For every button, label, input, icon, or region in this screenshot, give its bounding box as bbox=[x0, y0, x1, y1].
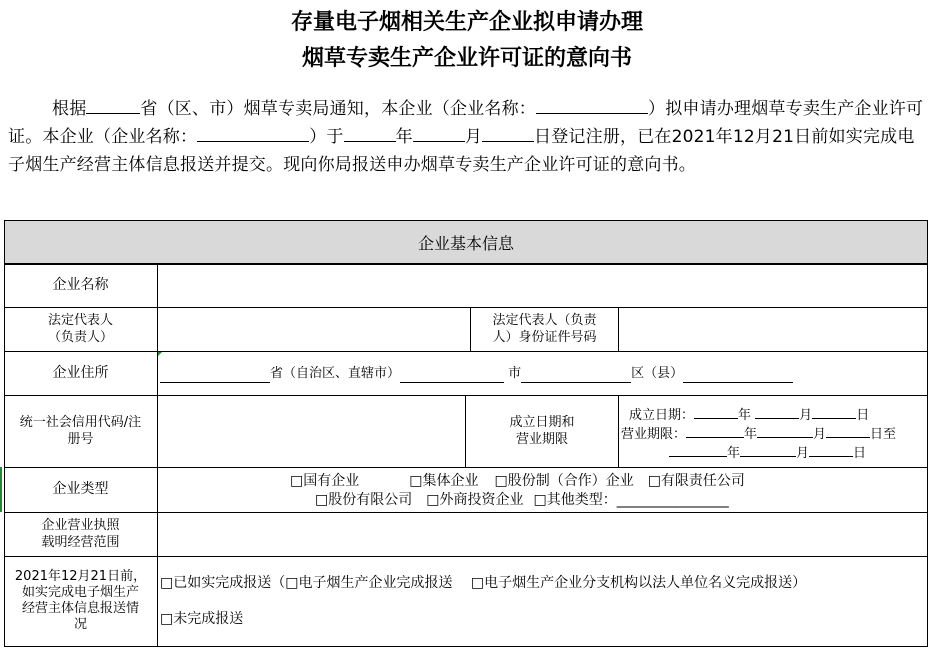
selection-mark bbox=[0, 467, 2, 512]
company-name-blank-2[interactable] bbox=[197, 123, 309, 142]
legal-rep-field[interactable] bbox=[158, 308, 470, 351]
company-name-blank-1[interactable] bbox=[536, 95, 648, 114]
city-blank[interactable] bbox=[400, 364, 504, 383]
month-text: 月 bbox=[813, 427, 827, 442]
street-blank[interactable] bbox=[683, 364, 793, 383]
intro-text-4: ）于 bbox=[309, 127, 344, 147]
page-title-line1: 存量电子烟相关生产企业拟申请办理 bbox=[290, 10, 643, 35]
period-text: 营业期限： bbox=[621, 427, 687, 442]
company-name-field[interactable] bbox=[158, 265, 927, 307]
option-joint-stock-coop[interactable]: □股份制（合作）企业 bbox=[494, 473, 634, 489]
period-end-day-blank[interactable] bbox=[809, 442, 853, 457]
intro-text-6: 月 bbox=[464, 127, 483, 147]
credit-code-label: 统一社会信用代码/注 册号 bbox=[19, 415, 142, 447]
legal-rep-id-field[interactable] bbox=[619, 308, 927, 351]
option-foreign-investment[interactable]: □外商投资企业 bbox=[426, 492, 524, 508]
company-type-label: 企业类型 bbox=[52, 481, 109, 497]
intro-paragraph bbox=[8, 95, 926, 179]
reg-month-blank[interactable] bbox=[413, 123, 465, 142]
company-type-options-row2 bbox=[315, 491, 729, 509]
other-type-blank[interactable]: ________________ bbox=[616, 492, 729, 508]
est-date-text: 成立日期： bbox=[629, 408, 695, 423]
intro-text-1: 根据 bbox=[52, 99, 87, 119]
period-start-month-blank[interactable] bbox=[757, 423, 813, 438]
reg-year-blank[interactable] bbox=[344, 123, 396, 142]
business-scope-label: 企业营业执照 载明经营范围 bbox=[41, 518, 120, 550]
est-date-line bbox=[629, 404, 869, 425]
legal-rep-id-label: 法定代表人（负责 人）身份证件号码 bbox=[492, 313, 597, 345]
intro-text-3: ）拟申请办理烟草专卖生产企业许可证。本企业（企业名称： bbox=[8, 99, 924, 147]
intro-text-7: 日登记注册，已在2021年12月21日前如实完成电子烟生产经营主体信息报送并提交。现向你局报送申办烟草专卖生产企业许可证的意向书。 bbox=[8, 127, 915, 175]
option-state-owned[interactable]: □国有企业 bbox=[290, 473, 360, 489]
period-line bbox=[621, 423, 896, 444]
basic-info-table bbox=[4, 264, 928, 647]
address-label: 企业住所 bbox=[52, 364, 109, 381]
period-start-year-blank[interactable] bbox=[686, 423, 744, 438]
day-text: 日 bbox=[856, 408, 870, 423]
intro-text-2: 省（区、市）烟草专卖局通知，本企业（企业名称： bbox=[140, 99, 537, 119]
est-year-blank[interactable] bbox=[694, 404, 738, 419]
report-status-label: 2021年12月21日前， 如实完成电子烟生产 经营主体信息报送情 况 bbox=[14, 569, 147, 632]
option-collective[interactable]: □集体企业 bbox=[409, 473, 479, 489]
year-text: 年 bbox=[744, 427, 758, 442]
period-end-month-blank[interactable] bbox=[740, 442, 796, 457]
est-day-blank[interactable] bbox=[812, 404, 856, 419]
option-other-type[interactable]: □其他类型： bbox=[533, 492, 617, 508]
est-month-blank[interactable] bbox=[755, 404, 799, 419]
month-text: 月 bbox=[799, 408, 813, 423]
period-start-day-blank[interactable] bbox=[826, 423, 870, 438]
period-end-line bbox=[669, 442, 866, 463]
col-line bbox=[927, 264, 928, 647]
year-text: 年 bbox=[738, 408, 752, 423]
period-end-year-blank[interactable] bbox=[669, 442, 727, 457]
option-limited-liability[interactable]: □有限责任公司 bbox=[647, 473, 745, 489]
est-date-label: 成立日期和 营业期限 bbox=[509, 415, 575, 447]
address-district-text: 区（县） bbox=[631, 365, 684, 381]
section-header: 企业基本信息 bbox=[4, 220, 928, 264]
legal-rep-label: 法定代表人 （负责人） bbox=[47, 313, 113, 345]
month-text: 月 bbox=[796, 446, 810, 461]
row-line bbox=[4, 646, 928, 647]
district-blank[interactable] bbox=[521, 364, 631, 383]
report-option-not-completed[interactable]: □未完成报送 bbox=[160, 611, 244, 627]
page-title-line2: 烟草专卖生产企业许可证的意向书 bbox=[301, 46, 632, 71]
credit-code-field[interactable] bbox=[158, 396, 465, 467]
address-province-text: 省（自治区、直辖市） bbox=[270, 365, 401, 381]
year-text: 年 bbox=[727, 446, 741, 461]
option-joint-stock-limited[interactable]: □股份有限公司 bbox=[315, 492, 413, 508]
province-blank[interactable] bbox=[86, 95, 140, 114]
address-city-text: 市 bbox=[508, 365, 522, 381]
to-text: 日至 bbox=[870, 427, 897, 442]
business-scope-field[interactable] bbox=[158, 513, 927, 556]
company-name-label: 企业名称 bbox=[52, 277, 109, 293]
address-field[interactable] bbox=[160, 351, 927, 395]
day-text: 日 bbox=[853, 446, 867, 461]
company-type-options-row1 bbox=[290, 472, 745, 490]
province-blank[interactable] bbox=[160, 364, 270, 383]
report-option-completed[interactable]: □已如实完成报送（□电子烟生产企业完成报送 □电子烟生产企业分支机构以法人单位名义完成报送） bbox=[160, 575, 807, 591]
reg-day-blank[interactable] bbox=[482, 123, 534, 142]
intro-text-5: 年 bbox=[395, 127, 413, 147]
est-date-field[interactable] bbox=[619, 395, 927, 467]
